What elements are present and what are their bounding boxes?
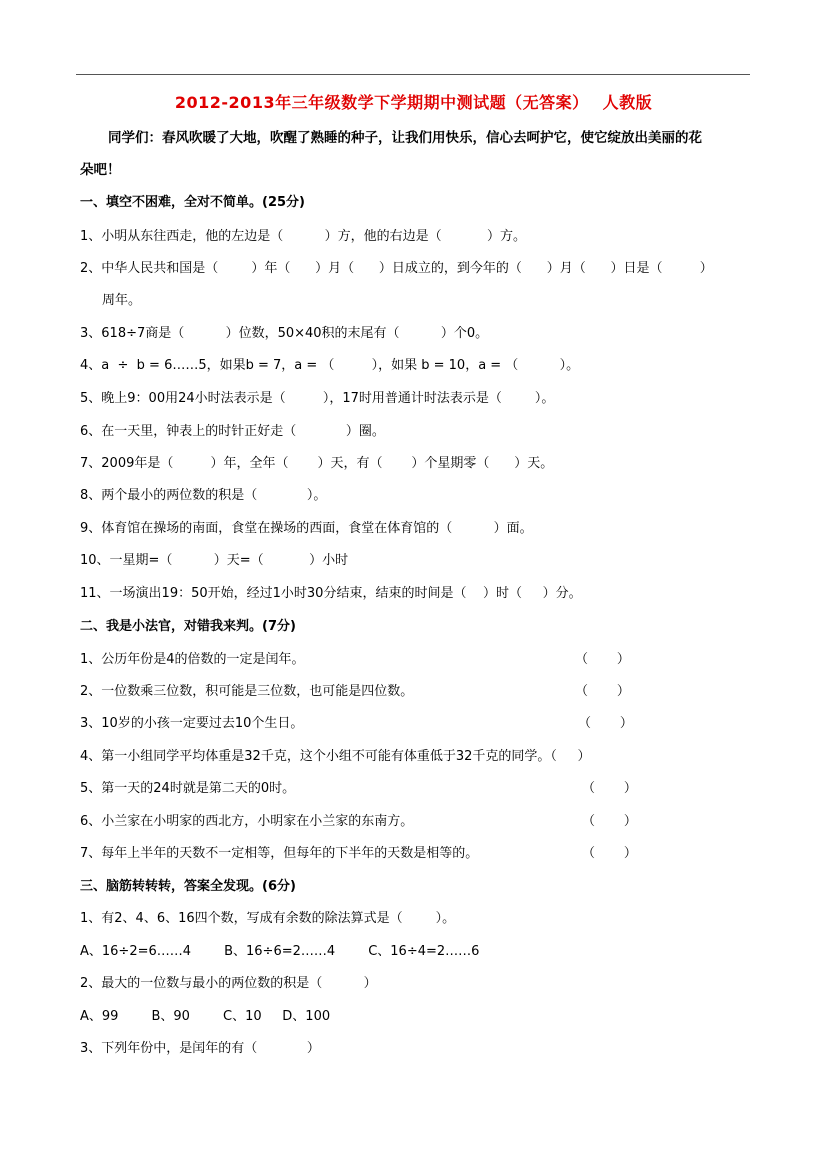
- s2-item-6: 6、小兰家在小明家的西北方，小明家在小兰家的东南方。: [80, 814, 414, 829]
- s2-item-7-mark: （ ）: [582, 846, 637, 861]
- s1-question-7: 7、2009年是（ ）年，全年（ ）天，有（ ）个星期零（ ）天。: [80, 456, 554, 471]
- s1-question-6: 6、在一天里，钟表上的时针正好走（ ）圈。: [80, 424, 385, 439]
- s1-question-11: 11、一场演出19：50开始，经过1小时30分结束，结束的时间是（ ）时（ ）分。: [80, 586, 582, 601]
- s2-item-1: 1、公历年份是4的倍数的一定是闰年。: [80, 652, 305, 667]
- s2-item-4: 4、第一小组同学平均体重是32千克，这个小组不可能有体重低于32千克的同学。（ ）: [80, 749, 591, 764]
- section3-heading: 三、脑筋转转转，答案全发现。(6分): [80, 879, 296, 894]
- s3-question-2: 2、最大的一位数与最小的两位数的积是（ ）: [80, 976, 377, 991]
- s2-item-3: 3、10岁的小孩一定要过去10个生日。: [80, 716, 304, 731]
- s1-question-2: 2、中华人民共和国是（ ）年（ ）月（ ）日成立的，到今年的（ ）月（ ）日是（ ）: [80, 261, 713, 276]
- s1-question-9: 9、体育馆在操场的南面，食堂在操场的西面，食堂在体育馆的（ ）面。: [80, 521, 533, 536]
- s2-item-5-mark: （ ）: [582, 781, 637, 796]
- title-main: 2012-2013年三年级数学下学期期中测试题（无答案）: [174, 93, 589, 112]
- page-title: [0, 90, 827, 113]
- s1-question-10: 10、一星期=（ ）天=（ ）小时: [80, 553, 349, 568]
- s1-question-2-cont: 周年。: [102, 293, 142, 308]
- s1-question-8: 8、两个最小的两位数的积是（ ）。: [80, 488, 327, 503]
- s3-question-1: 1、有2、4、6、16四个数，写成有余数的除法算式是（ ）。: [80, 911, 456, 926]
- s1-question-3: 3、618÷7商是（ ）位数，50×40积的末尾有（ ）个0。: [80, 326, 489, 341]
- s2-item-7: 7、每年上半年的天数不一定相等，但每年的下半年的天数是相等的。: [80, 846, 479, 861]
- s1-question-4: 4、a ÷ b = 6……5，如果b = 7，a = （ ），如果 b = 10，a = （ ）。: [80, 358, 580, 373]
- s3-question-2-options: A、99 B、90 C、10 D、100: [80, 1009, 331, 1024]
- s1-question-1: 1、小明从东往西走，他的左边是（ ）方，他的右边是（ ）方。: [80, 229, 527, 244]
- title-suffix: 人教版: [602, 93, 653, 112]
- s2-item-2-mark: （ ）: [575, 684, 630, 699]
- s2-item-3-mark: （ ）: [578, 716, 633, 731]
- s3-question-3: 3、下列年份中，是闰年的有（ ）: [80, 1041, 320, 1056]
- section1-heading: 一、填空不困难，全对不简单。(25分): [80, 195, 305, 210]
- intro-line-1: 同学们：春风吹暖了大地，吹醒了熟睡的种子，让我们用快乐，信心去呵护它，使它绽放出美丽的花: [108, 130, 702, 146]
- s2-item-6-mark: （ ）: [582, 814, 637, 829]
- s2-item-5: 5、第一天的24时就是第二天的0时。: [80, 781, 296, 796]
- s2-item-2: 2、一位数乘三位数，积可能是三位数，也可能是四位数。: [80, 684, 414, 699]
- section2-heading: 二、我是小法官，对错我来判。(7分): [80, 619, 296, 634]
- s1-question-5: 5、晚上9：00用24小时法表示是（ ），17时用普通计时法表示是（ ）。: [80, 391, 555, 406]
- s2-item-1-mark: （ ）: [575, 652, 630, 667]
- intro-line-2: 朵吧！: [80, 162, 121, 178]
- header-rule: [76, 74, 750, 75]
- s3-question-1-options: A、16÷2=6……4 B、16÷6=2……4 C、16÷4=2……6: [80, 944, 480, 959]
